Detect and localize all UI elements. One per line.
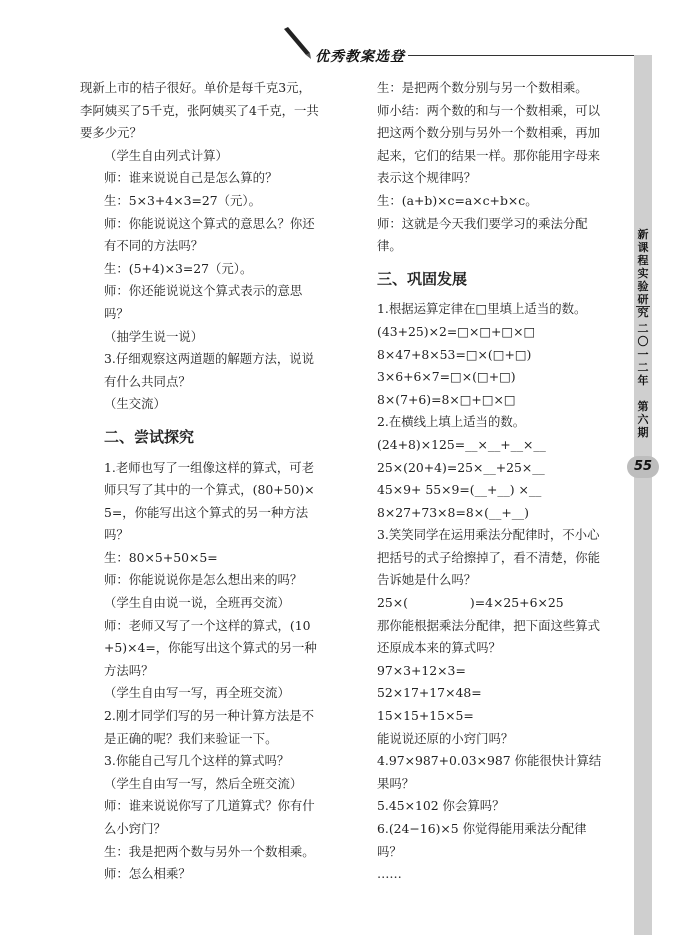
paragraph: 生：5×3+4×3=27（元）。 [104,192,261,208]
paragraph: 师：这就是今天我们要学习的乘法分配律。 [377,215,588,254]
paragraph: 生：是把两个数分别与另一个数相乘。 [377,80,588,95]
paragraph: 2.在横线上填上适当的数。 [377,414,526,430]
sidebar-issue: 二 〇 一 二 年 第 六 期 [637,322,649,439]
paragraph: 25×( )=4×25+6×25 [377,595,564,611]
paragraph: 8×47+8×53=□×(□+□) [377,346,532,362]
header-title: 优秀教案选登 [315,49,405,65]
paragraph: 3×6+6×7=□×(□+□) [377,369,516,385]
paragraph: 8×27+73×8=8×(__+__) [377,504,529,520]
paragraph: 师：你能说说这个算式的意思么？你还有不同的方法吗？ [104,215,315,254]
paragraph: 52×17+17×48= [377,685,482,701]
paragraph: 25×(20+4)=25×__+25×__ [377,459,545,475]
paragraph: 师小结：两个数的和与一个数相乘，可以把这两个数分别与另外一个数相乘，再加起来，它们的结果一样。那你能用字母来表示这个规律吗？ [377,102,601,186]
paragraph: 现新上市的桔子很好。单价是每千克3元，李阿姨买了5千克，张阿姨买了4千克，一共要多少元？ [80,80,319,141]
paragraph: 15×15+15×5= [377,708,474,724]
paragraph: （生交流） [104,396,166,412]
paragraph: 1.老师也写了一组像这样的算式，可老师只写了其中的一个算式，(80+50)×5=，你能写出这个算式的另一种方法吗？ [104,459,315,543]
paragraph: 能说说还原的小窍门吗？ [377,730,514,746]
sidebar-strip [634,55,652,935]
left-column [80,77,320,886]
paragraph: (43+25)×2=□×□+□×□ [377,323,536,339]
paragraph: （学生自由写一写，然后全班交流） [104,775,303,791]
paragraph: 师：老师又写了一个这样的算式，(10+5)×4=，你能写出这个算式的另一种方法吗？ [104,617,317,678]
page-number: 55 [627,456,659,478]
paragraph: （学生自由说一说，全班再交流） [104,595,290,611]
paragraph: 6.(24−16)×5 你觉得能用乘法分配律吗？ [377,821,587,859]
page-header [0,0,680,75]
pen-icon [280,25,316,61]
paragraph: …… [377,866,402,882]
paragraph: （抽学生说一说） [104,328,204,344]
paragraph: 生：(5+4)×3=27（元）。 [104,260,253,276]
paragraph: （学生自由列式计算） [104,147,228,163]
sidebar-divider [636,306,650,307]
paragraph: 师：你还能说说这个算式表示的意思吗？ [104,283,303,321]
paragraph: 师：谁来说说你写了几道算式？你有什么小窍门？ [104,798,315,836]
paragraph: 师：你能说说你是怎么想出来的吗？ [104,572,303,588]
paragraph: 1.根据运算定律在□里填上适当的数。 [377,301,587,317]
sidebar-journal-name: 新 课 程 实 验 研 究 [637,228,649,319]
header-rule [408,55,635,56]
paragraph: 8×(7+6)=8×□+□×□ [377,391,516,407]
section-heading-3: 三、巩固发展 [377,269,468,288]
paragraph: 师：怎么相乘？ [104,866,191,882]
paragraph: （学生自由写一写，再全班交流） [104,685,290,701]
paragraph: 生：我是把两个数与另外一个数相乘。 [104,843,315,859]
paragraph: 3.仔细观察这两道题的解题方法，说说有什么共同点？ [104,351,315,389]
paragraph: 生：80×5+50×5= [104,549,218,565]
paragraph: 45×9+ 55×9=(__+__) ×__ [377,482,542,498]
paragraph: (24+8)×125=__×__+__×__ [377,436,546,452]
paragraph: 5.45×102 你会算吗？ [377,798,505,814]
paragraph: 2.刚才同学们写的另一种计算方法是不是正确的呢？我们来验证一下。 [104,708,315,746]
paragraph: 师：谁来说说自己是怎么算的？ [104,170,278,186]
paragraph: 97×3+12×3= [377,662,466,678]
section-heading-2: 二、尝试探究 [104,427,195,446]
paragraph: 3.笑笑同学在运用乘法分配律时，不小心把括号的式子给擦掉了，看不清楚，你能告诉她是什么吗？ [377,527,601,588]
paragraph: 那你能根据乘法分配律，把下面这些算式还原成本来的算式吗？ [377,617,601,656]
paragraph: 4.97×987+0.03×987 你能很快计算结果吗？ [377,753,602,791]
right-column [353,77,603,886]
paragraph: 生：(a+b)×c=a×c+b×c。 [377,192,538,208]
paragraph: 3.你能自己写几个这样的算式吗？ [104,753,290,769]
